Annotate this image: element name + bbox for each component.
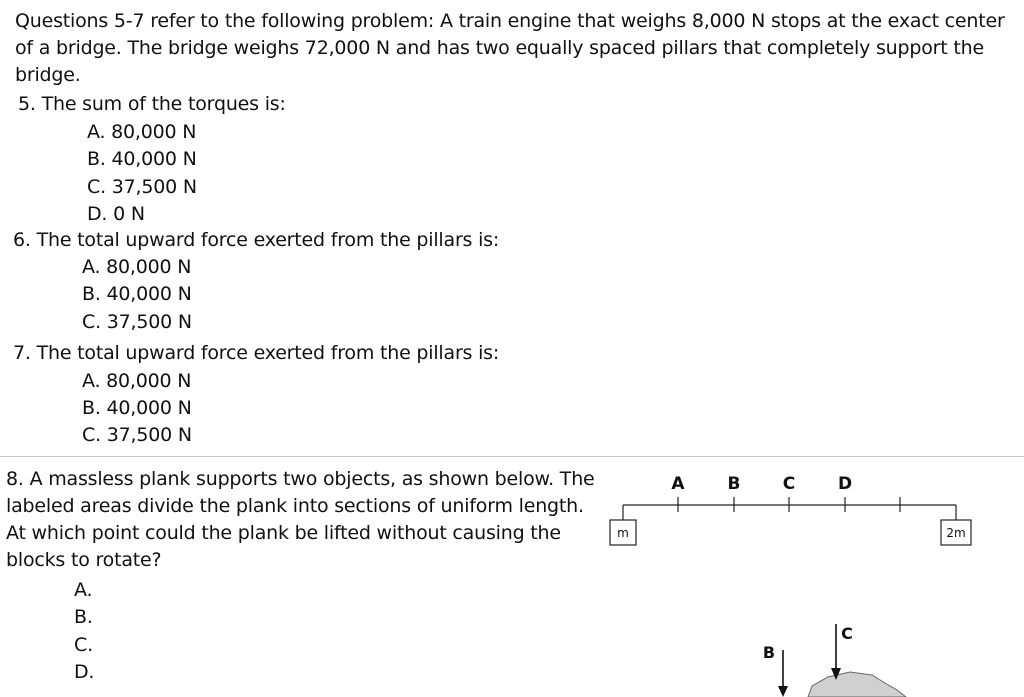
q7-choice-c: C. 37,500 N bbox=[82, 424, 192, 446]
label-b: B bbox=[727, 474, 741, 494]
q6-stem: 6. The total upward force exerted from the pillars is: bbox=[13, 229, 500, 251]
label-d: D bbox=[837, 474, 853, 494]
intro-paragraph: Questions 5-7 refer to the following problem: A train engine that weighs 8,000 N stops at the exact center of a bridge. The bridge weighs 72,000 N and has two equally spaced pillars that completely support the bridge. bbox=[15, 10, 1005, 86]
right-block-label: 2m bbox=[946, 526, 966, 540]
q8-stem: 8. A massless plank supports two objects, as shown below. The labeled areas divide the plank into sections of uniform length. At which point could the plank be lifted without causing the blocks to rotate? bbox=[6, 468, 595, 571]
q8-choice-b: B. bbox=[74, 606, 93, 628]
left-block-label: m bbox=[617, 526, 629, 540]
q7-choice-a: A. 80,000 N bbox=[82, 370, 192, 392]
q5-choice-a: A. 80,000 N bbox=[87, 121, 197, 143]
q6-choice-a: A. 80,000 N bbox=[82, 256, 192, 278]
q5-choice-c: C. 37,500 N bbox=[87, 176, 197, 198]
q6-choice-b: B. 40,000 N bbox=[82, 283, 192, 305]
q6-choice-c: C. 37,500 N bbox=[82, 311, 192, 333]
rock-shape bbox=[808, 672, 906, 697]
q5-choice-b: B. 40,000 N bbox=[87, 148, 197, 170]
q8-choice-a: A. bbox=[74, 579, 93, 601]
q5-stem: 5. The sum of the torques is: bbox=[18, 93, 286, 115]
lower-label-b: B bbox=[762, 643, 776, 662]
q5-choice-d: D. 0 N bbox=[87, 203, 145, 225]
arrow-b-head bbox=[778, 686, 788, 697]
q8-choice-d: D. bbox=[74, 661, 95, 683]
label-a: A bbox=[671, 474, 685, 494]
q7-stem: 7. The total upward force exerted from the pillars is: bbox=[13, 342, 500, 364]
q7-choice-b: B. 40,000 N bbox=[82, 397, 192, 419]
label-c: C bbox=[782, 474, 796, 494]
q8-choice-c: C. bbox=[74, 634, 93, 656]
lower-label-c: C bbox=[841, 624, 853, 643]
